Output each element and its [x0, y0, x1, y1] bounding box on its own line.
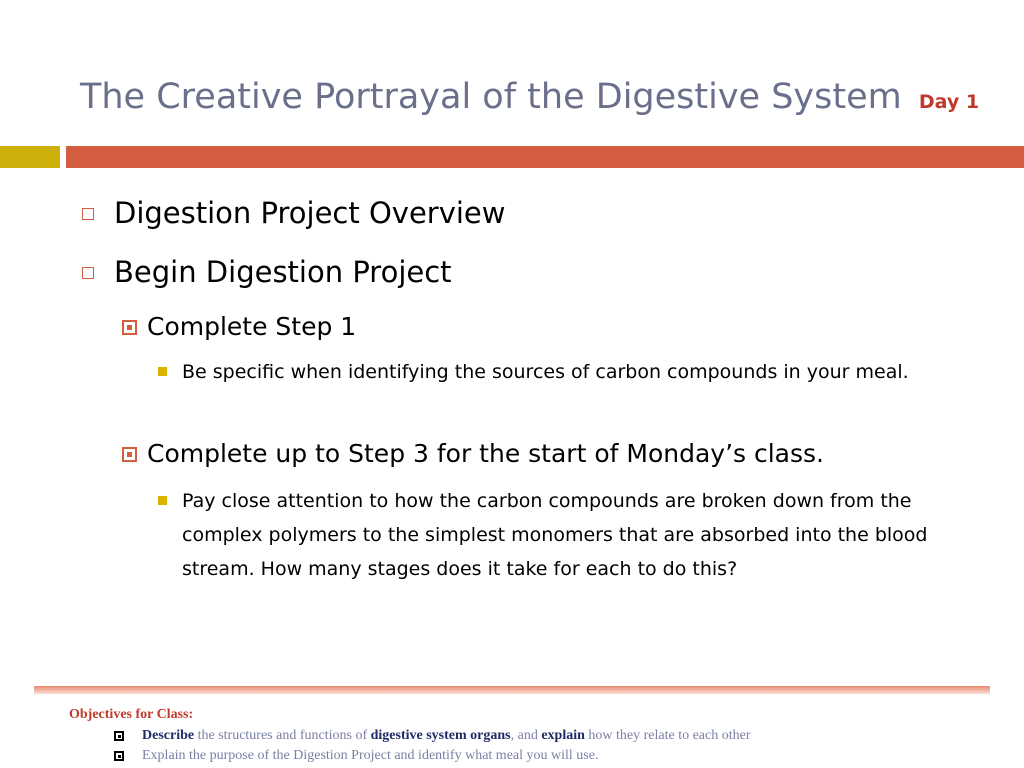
objective-text-part: the structures and functions of [194, 728, 371, 743]
bullet-text: Complete Step 1 [147, 312, 357, 341]
accent-bar-orange [66, 146, 1024, 168]
boxed-square-bullet-icon [122, 447, 137, 462]
bullet-text: Pay close attention to how the carbon compounds are broken down from the complex polymers to the simplest monomers that are absorbed into the blood stream. How many stages does it take for each to do this? [182, 490, 928, 580]
bullet-item-level3 [158, 484, 988, 586]
bullet-text: Be specific when identifying the sources of carbon compounds in your meal. [182, 361, 909, 383]
bullet-item-level2 [122, 437, 824, 471]
boxed-square-bullet-icon [114, 751, 124, 761]
objective-keyword: explain [541, 728, 585, 743]
objective-keyword: Describe [142, 728, 195, 743]
footer-divider [34, 686, 990, 694]
boxed-square-bullet-icon [114, 731, 124, 741]
objectives-heading: Objectives for Class: [69, 707, 194, 722]
objective-text-part: how they relate to each other [584, 728, 751, 743]
bullet-item-level3 [158, 355, 988, 389]
bullet-item-level1 [82, 252, 452, 292]
bullet-text: Digestion Project Overview [114, 196, 506, 230]
objective-text [142, 728, 751, 744]
objective-text: Explain the purpose of the Digestion Project and identify what meal you will use. [142, 748, 599, 763]
objective-item [114, 748, 598, 764]
filled-square-bullet-icon [158, 367, 167, 376]
bullet-item-level2 [122, 310, 356, 344]
hollow-square-bullet-icon [82, 208, 94, 220]
boxed-square-bullet-icon [122, 320, 137, 335]
slide-title-day: Day 1 [918, 91, 980, 113]
bullet-text: Complete up to Step 3 for the start of Monday’s class. [147, 439, 824, 468]
bullet-item-level1 [82, 193, 506, 233]
objective-item [114, 728, 751, 744]
bullet-text: Begin Digestion Project [114, 255, 452, 289]
filled-square-bullet-icon [158, 496, 167, 505]
slide-title [80, 76, 1010, 118]
accent-bar-gold [0, 146, 60, 168]
hollow-square-bullet-icon [82, 267, 94, 279]
objective-keyword: digestive system organs [370, 728, 511, 743]
objective-text-part: , and [510, 728, 542, 743]
slide-title-main: The Creative Portrayal of the Digestive System [80, 77, 902, 117]
